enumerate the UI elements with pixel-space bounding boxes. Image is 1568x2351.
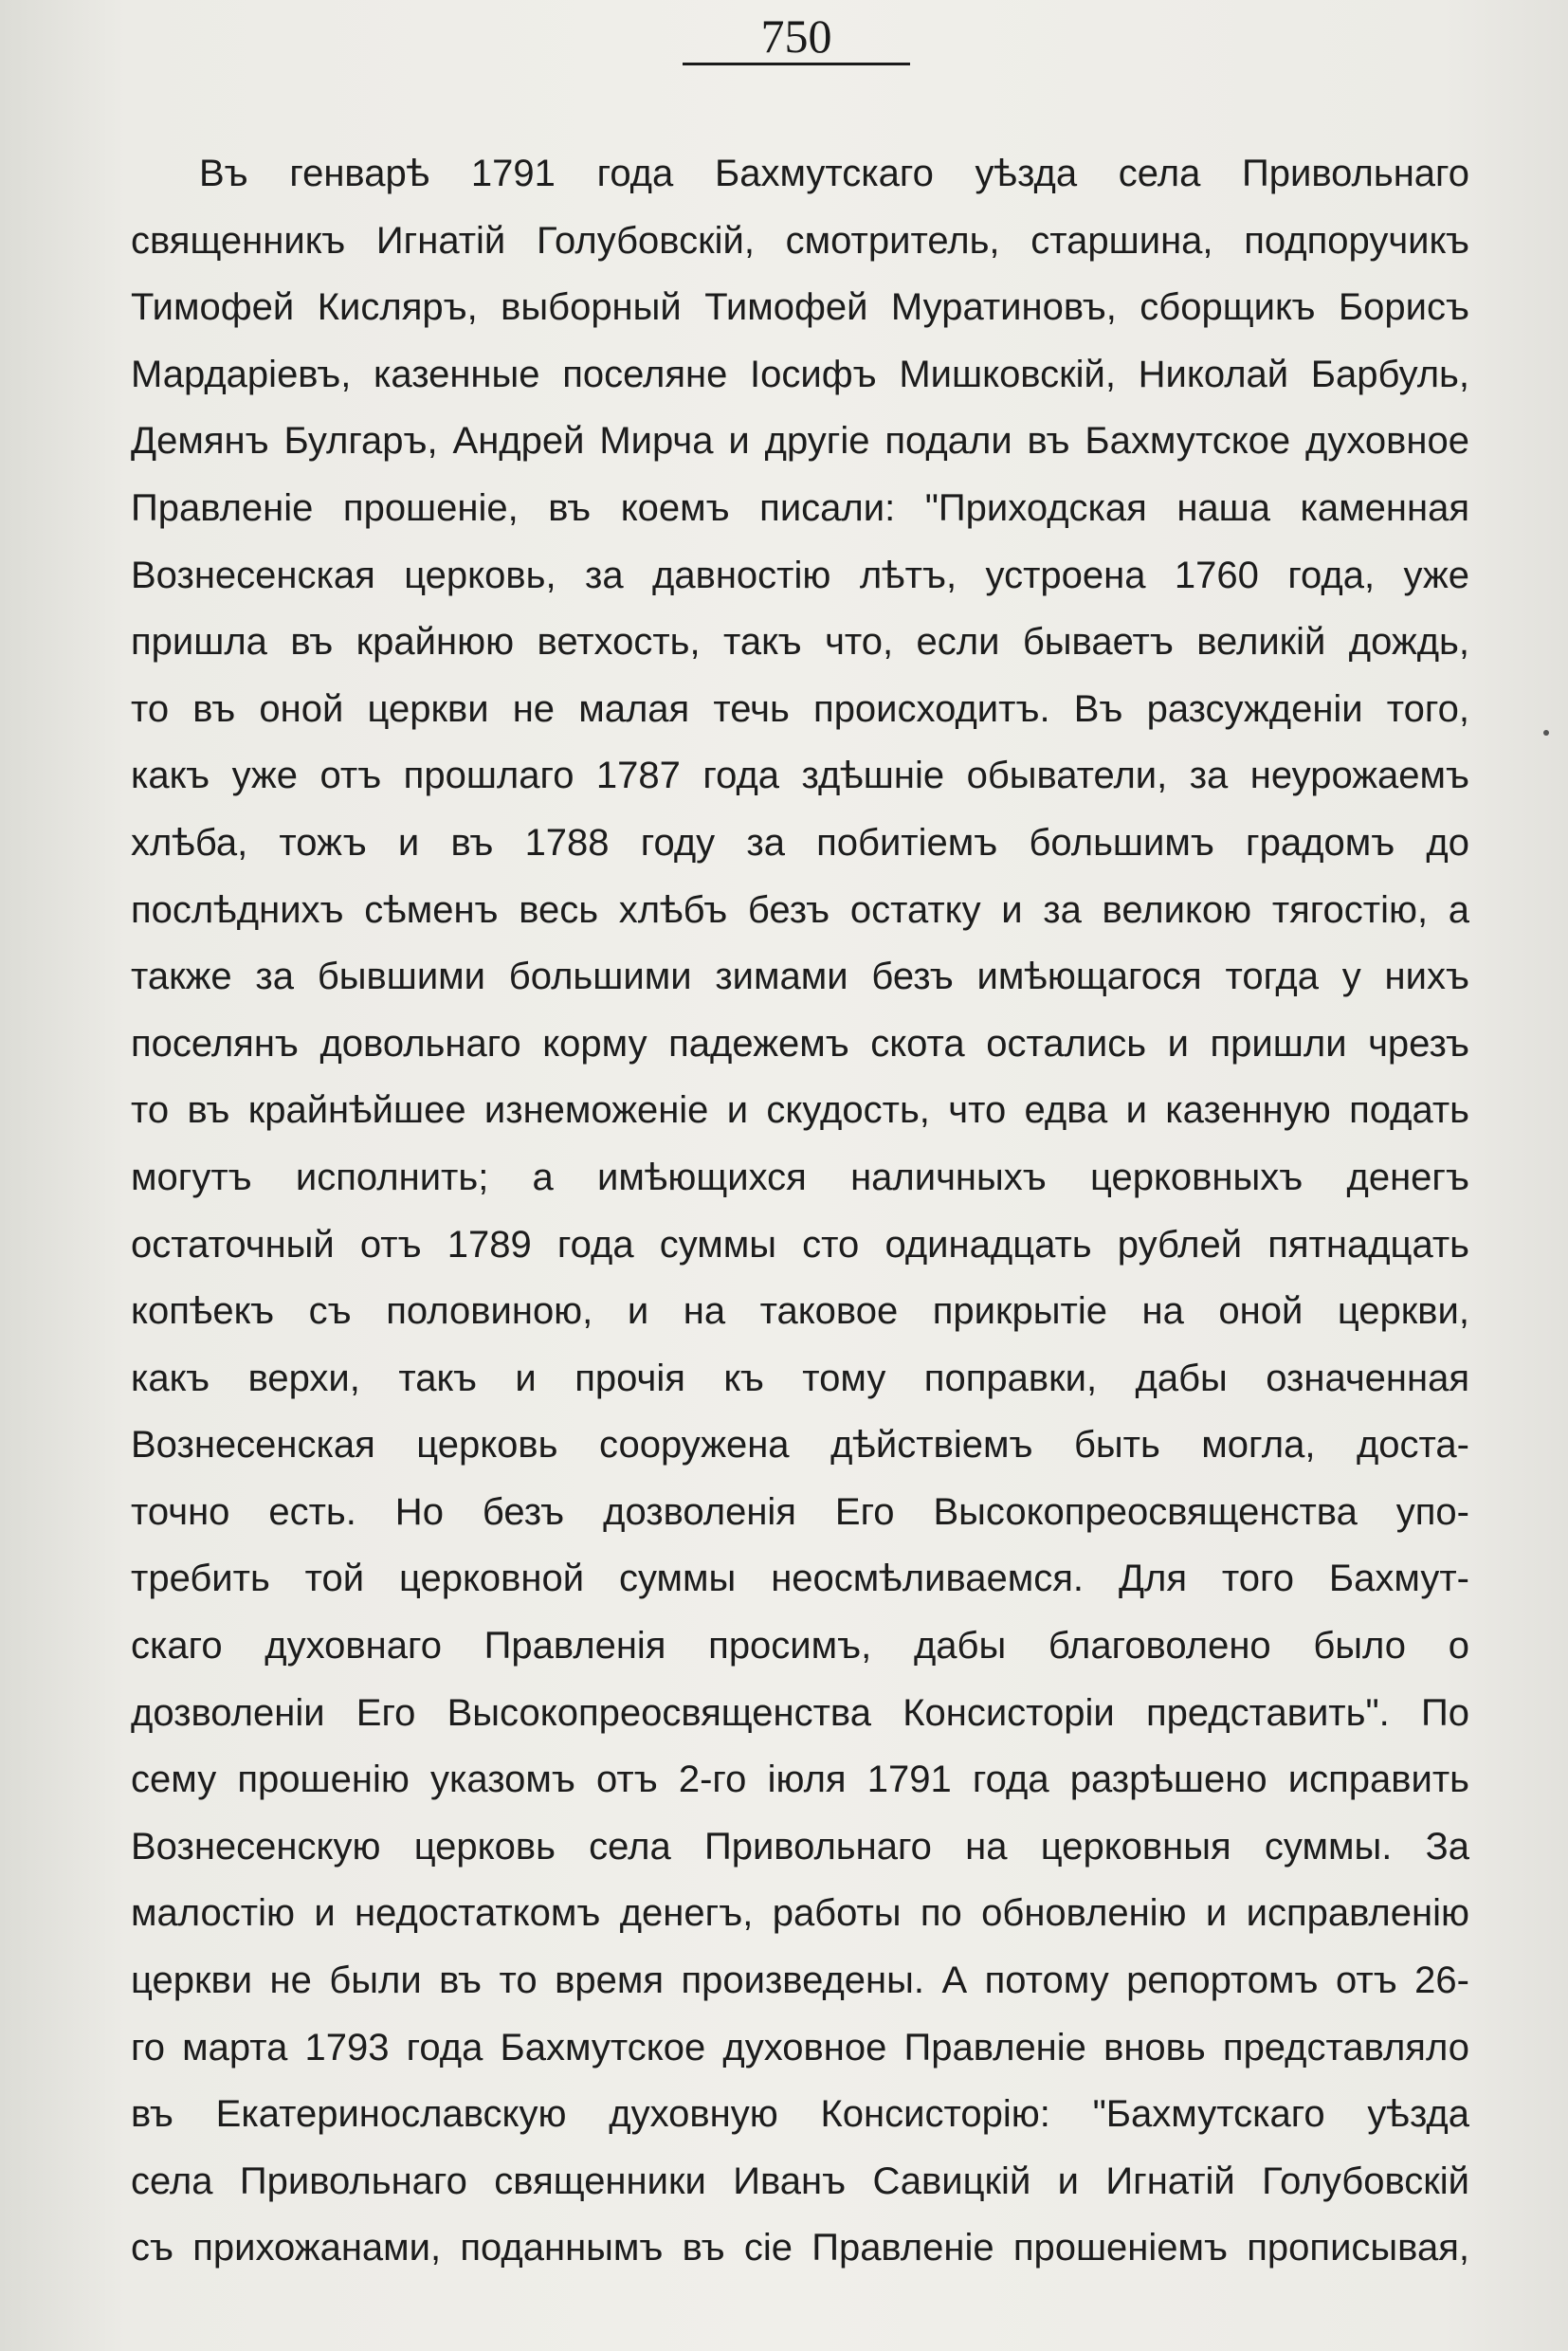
- text-line: села Привольнаго священники Иванъ Савицкій и Игнатій Голубовскій: [131, 2160, 1469, 2202]
- text-line: остаточный отъ 1789 года суммы сто одинадцать рублей пятнадцать: [131, 1223, 1469, 1266]
- text-line: поселянъ довольнаго корму падежемъ скота остались и пришли чрезъ: [131, 1022, 1469, 1065]
- text-line: съ прихожанами, поданнымъ въ сіе Правленіе прошеніемъ прописывая,: [131, 2227, 1469, 2269]
- text-line: также за бывшими большими зимами безъ имѣющагося тогда у нихъ: [131, 956, 1469, 998]
- text-line: Мардаріевъ, казенные поселяне Іосифъ Мишковскій, Николай Барбуль,: [131, 353, 1469, 395]
- text-line: могутъ исполнить; а имѣющихся наличныхъ церковныхъ денегъ: [131, 1156, 1469, 1198]
- text-line: Вознесенская церковь, за давностію лѣтъ, устроена 1760 года, уже: [131, 554, 1469, 596]
- page-number: 750: [760, 9, 832, 63]
- text-line: малостію и недостаткомъ денегъ, работы по обновленію и исправленію: [131, 1892, 1469, 1935]
- page-number-rule: [683, 63, 910, 65]
- text-line: церкви не были въ то время произведены. А потому репортомъ отъ 26-: [131, 1959, 1469, 2002]
- text-line: требить той церковной суммы неосмѣливаемся. Для того Бахмут-: [131, 1558, 1469, 1600]
- body-text: [131, 140, 1469, 2282]
- text-line: какъ уже отъ прошлаго 1787 года здѣшніе обыватели, за неурожаемъ: [131, 755, 1469, 797]
- text-line: копѣекъ съ половиною, и на таковое прикрытіе на оной церкви,: [131, 1290, 1469, 1333]
- text-line: Правленіе прошеніе, въ коемъ писали: "Приходская наша каменная: [131, 486, 1469, 529]
- text-line: въ Екатеринославскую духовную Консисторію: "Бахмутскаго уѣзда: [131, 2093, 1469, 2136]
- text-line: сему прошенію указомъ отъ 2-го іюля 1791 года разрѣшено исправить: [131, 1759, 1469, 1801]
- text-line: го марта 1793 года Бахмутское духовное Правленіе вновь представляло: [131, 2026, 1469, 2069]
- text-line: то въ крайнѣйшее изнеможеніе и скудость, что едва и казенную подать: [131, 1089, 1469, 1132]
- text-line: какъ верхи, такъ и прочія къ тому поправки, дабы означенная: [131, 1357, 1469, 1399]
- text-line: Вознесенскую церковь села Привольнаго на церковныя суммы. За: [131, 1825, 1469, 1868]
- text-line: хлѣба, тожъ и въ 1788 году за побитіемъ большимъ градомъ до: [131, 821, 1469, 864]
- scan-speck: [1543, 730, 1549, 736]
- text-line: пришла въ крайнюю ветхость, такъ что, если бываетъ великій дождь,: [131, 621, 1469, 664]
- text-line: Вознесенская церковь сооружена дѣйствіемъ быть могла, доста-: [131, 1424, 1469, 1467]
- text-line: скаго духовнаго Правленія просимъ, дабы благоволено было о: [131, 1625, 1469, 1668]
- text-line: Тимофей Кисляръ, выборный Тимофей Муратиновъ, сборщикъ Борисъ: [131, 286, 1469, 329]
- text-line: точно есть. Но безъ дозволенія Его Высокопреосвященства упо-: [131, 1490, 1469, 1533]
- text-line: послѣднихъ сѣменъ весь хлѣбъ безъ остатку и за великою тягостію, а: [131, 888, 1469, 931]
- text-line: то въ оной церкви не малая течь происходитъ. Въ разсужденіи того,: [131, 687, 1469, 730]
- text-line: Демянъ Булгаръ, Андрей Мирча и другіе подали въ Бахмутское духовное: [131, 420, 1469, 463]
- text-line: дозволеніи Его Высокопреосвященства Консисторіи представить". По: [131, 1691, 1469, 1734]
- text-line: Въ генварѣ 1791 года Бахмутскаго уѣзда села Привольнаго: [199, 153, 1469, 194]
- text-line: священникъ Игнатій Голубовскій, смотритель, старшина, подпоручикъ: [131, 219, 1469, 262]
